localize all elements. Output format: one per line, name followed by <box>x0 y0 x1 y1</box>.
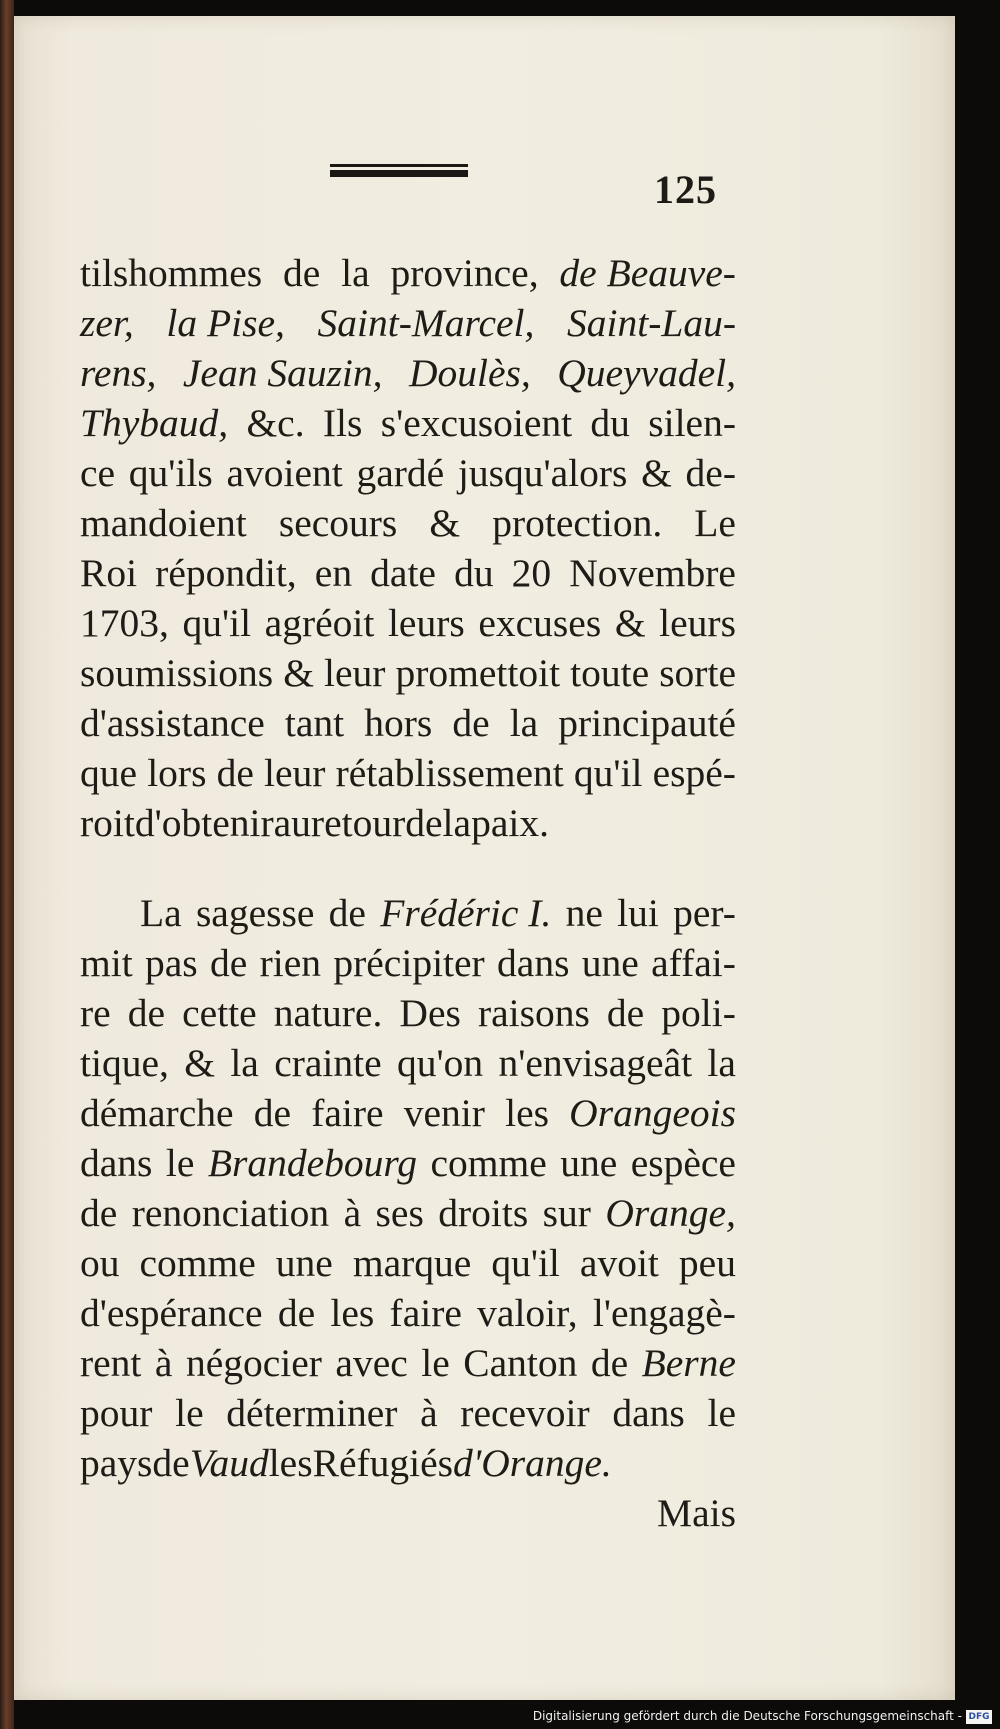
word: re <box>80 991 111 1035</box>
text-line <box>80 748 736 798</box>
text-line <box>80 298 736 348</box>
word: la <box>341 251 370 295</box>
word: comme <box>430 1141 547 1185</box>
text-line <box>80 1438 736 1488</box>
word: de <box>452 701 490 745</box>
word: une <box>560 1141 618 1185</box>
word: le <box>707 1391 736 1435</box>
word: la <box>230 1041 259 1085</box>
word: tilshommes <box>80 251 263 295</box>
word: de <box>152 1441 190 1485</box>
word: ne <box>565 891 603 935</box>
text-line <box>80 888 736 938</box>
word: qu'ils <box>128 451 213 495</box>
word: cette <box>182 991 257 1035</box>
word: soumissions <box>80 651 274 695</box>
word: avec <box>335 1341 408 1385</box>
text-line <box>80 448 736 498</box>
word: Vaud <box>189 1441 269 1485</box>
word: Thybaud, <box>80 401 229 445</box>
word: rens, <box>80 351 157 395</box>
text-line <box>80 1088 736 1138</box>
text-line <box>80 1138 736 1188</box>
text-line <box>80 248 736 298</box>
word: à <box>420 1391 438 1435</box>
word: sur <box>542 1191 591 1235</box>
word: les <box>505 1091 549 1135</box>
word: lors <box>147 751 207 795</box>
word: date <box>370 551 436 595</box>
word: précipiter <box>333 941 485 985</box>
word: que <box>80 751 138 795</box>
text-line <box>80 498 736 548</box>
word: d'obtenir <box>134 801 274 845</box>
word: à <box>154 1341 173 1385</box>
word: & <box>614 601 646 645</box>
word: comme <box>139 1241 256 1285</box>
word: retour <box>310 801 406 845</box>
word: d'espérance <box>80 1291 263 1335</box>
word: lui <box>617 891 659 935</box>
word: crainte <box>274 1041 382 1085</box>
word: la <box>442 801 472 845</box>
word: Ils <box>322 401 363 445</box>
word: leur <box>264 751 326 795</box>
word: du <box>590 401 630 445</box>
word: la <box>509 701 539 745</box>
word: leur <box>324 651 386 695</box>
word: d'Orange. <box>453 1441 612 1485</box>
word: marque <box>352 1241 472 1285</box>
word: une <box>581 941 639 985</box>
word: les <box>330 1291 375 1335</box>
word: zer, <box>80 301 134 345</box>
book-page <box>14 16 955 1700</box>
word: sagesse <box>195 891 315 935</box>
word: en <box>314 551 353 595</box>
word: de <box>606 991 645 1035</box>
word: Jean Sauzin, <box>182 351 383 395</box>
paragraph-gap <box>80 848 736 888</box>
word: peu <box>678 1241 736 1285</box>
word: Saint-Marcel, <box>317 301 535 345</box>
word: de <box>590 1341 629 1385</box>
word: de <box>283 251 321 295</box>
word: n'envisageât <box>498 1041 693 1085</box>
text-line <box>80 1338 736 1388</box>
word: qu'il <box>491 1241 560 1285</box>
word: 20 <box>511 551 552 595</box>
word: négocier <box>185 1341 322 1385</box>
word: de <box>210 941 248 985</box>
digitization-credit: Digitalisierung gefördert durch die Deutsche Forschungsgemeinschaft - <box>532 1709 962 1723</box>
word: poli- <box>661 991 736 1035</box>
word: excuses <box>478 601 602 645</box>
word: ses <box>375 1191 424 1235</box>
word: faire <box>311 1091 384 1135</box>
word: ou <box>80 1241 120 1285</box>
text-line <box>80 1388 736 1438</box>
word: démarche <box>80 1091 234 1135</box>
word: recevoir <box>460 1391 590 1435</box>
word: tique, <box>80 1041 169 1085</box>
word: les <box>268 1441 313 1485</box>
word: province, <box>390 251 539 295</box>
word: à <box>343 1191 362 1235</box>
word: de- <box>685 451 736 495</box>
word: La <box>140 891 182 935</box>
word: mandoient <box>80 501 247 545</box>
word: Doulès, <box>408 351 531 395</box>
text-line <box>80 598 736 648</box>
word: la Pise, <box>166 301 285 345</box>
word: renonciation <box>131 1191 330 1235</box>
word: Queyvadel, <box>557 351 736 395</box>
word: espèce <box>630 1141 736 1185</box>
word: gardé <box>356 451 445 495</box>
word: droits <box>438 1191 529 1235</box>
word: Berne <box>641 1341 736 1385</box>
word: 1703, <box>80 601 169 645</box>
body-text <box>80 248 736 1538</box>
word: le <box>165 1141 195 1185</box>
word: une <box>275 1241 333 1285</box>
word: leurs <box>659 601 736 645</box>
word: s'excusoient <box>380 401 573 445</box>
word: rétablissement <box>335 751 564 795</box>
word: per- <box>673 891 736 935</box>
word: de <box>127 991 166 1035</box>
word: Réfugiés <box>312 1441 454 1485</box>
word: de Beauve- <box>559 251 736 295</box>
word: & <box>429 501 461 545</box>
word: le <box>421 1341 450 1385</box>
word: de <box>328 891 366 935</box>
word: la <box>707 1041 736 1085</box>
footer-bar <box>0 1700 1000 1729</box>
word: de <box>277 1291 316 1335</box>
text-line <box>80 988 736 1038</box>
word: toute <box>570 651 650 695</box>
word: du <box>454 551 494 595</box>
word: déterminer <box>226 1391 398 1435</box>
word: valoir, <box>477 1291 578 1335</box>
word: rien <box>259 941 322 985</box>
word: espé- <box>652 751 736 795</box>
word: le <box>175 1391 204 1435</box>
text-line <box>80 398 736 448</box>
word: roit <box>80 801 135 845</box>
word: venir <box>403 1091 485 1135</box>
text-line <box>80 1188 736 1238</box>
word: Saint-Lau- <box>567 301 736 345</box>
word: Roi <box>80 551 138 595</box>
word: de <box>80 1191 118 1235</box>
word: silen- <box>648 401 736 445</box>
word: au <box>273 801 311 845</box>
word: promettoit <box>395 651 561 695</box>
word: Le <box>694 501 736 545</box>
word: de <box>216 751 254 795</box>
word: agréoit <box>264 601 375 645</box>
page-number: 125 <box>654 167 717 212</box>
text-line <box>80 798 736 848</box>
word: qu'il <box>182 601 252 645</box>
word: hors <box>364 701 433 745</box>
word: tant <box>284 701 345 745</box>
catchword-text: Mais <box>657 1491 736 1535</box>
word: Orange, <box>605 1191 736 1235</box>
word: Canton <box>463 1341 578 1385</box>
word: sorte <box>659 651 736 695</box>
word: l'engagè- <box>592 1291 736 1335</box>
text-line <box>80 1238 736 1288</box>
word: faire <box>389 1291 462 1335</box>
word: Des <box>399 991 461 1035</box>
word: qu'on <box>397 1041 484 1085</box>
word: dans <box>497 941 570 985</box>
word: qu'il <box>573 751 643 795</box>
word: rent <box>80 1341 142 1385</box>
text-line <box>80 348 736 398</box>
word: répondit, <box>155 551 297 595</box>
word: principauté <box>558 701 736 745</box>
word: ce <box>80 451 116 495</box>
word: Orangeois <box>569 1091 736 1135</box>
word: &c. <box>246 401 305 445</box>
text-line <box>80 1288 736 1338</box>
word: avoit <box>579 1241 659 1285</box>
word: affai- <box>651 941 736 985</box>
word: avoient <box>226 451 343 495</box>
catchword <box>80 1488 736 1538</box>
word: dans <box>80 1141 153 1185</box>
text-line <box>80 1038 736 1088</box>
word: pour <box>80 1391 153 1435</box>
word: paix. <box>471 801 549 845</box>
text-line <box>80 938 736 988</box>
dfg-logo: DFG <box>966 1710 992 1724</box>
word: & <box>184 1041 215 1085</box>
word: secours <box>278 501 398 545</box>
word: de <box>253 1091 291 1135</box>
word: protection. <box>492 501 663 545</box>
word: & <box>283 651 314 695</box>
book-spine-edge <box>0 0 14 1729</box>
word: dans <box>612 1391 685 1435</box>
text-line <box>80 548 736 598</box>
word: Novembre <box>569 551 736 595</box>
text-line <box>80 698 736 748</box>
word: nature. <box>273 991 383 1035</box>
word: mit <box>80 941 133 985</box>
text-line <box>80 648 736 698</box>
word: jusqu'alors <box>457 451 628 495</box>
word: Frédéric I. <box>380 891 552 935</box>
word: d'assistance <box>80 701 265 745</box>
word: raisons <box>477 991 590 1035</box>
header-ornament-rule <box>330 164 468 180</box>
word: & <box>641 451 672 495</box>
word: pays <box>80 1441 153 1485</box>
word: pas <box>145 941 198 985</box>
word: de <box>405 801 443 845</box>
word: Brandebourg <box>207 1141 418 1185</box>
word: leurs <box>387 601 465 645</box>
